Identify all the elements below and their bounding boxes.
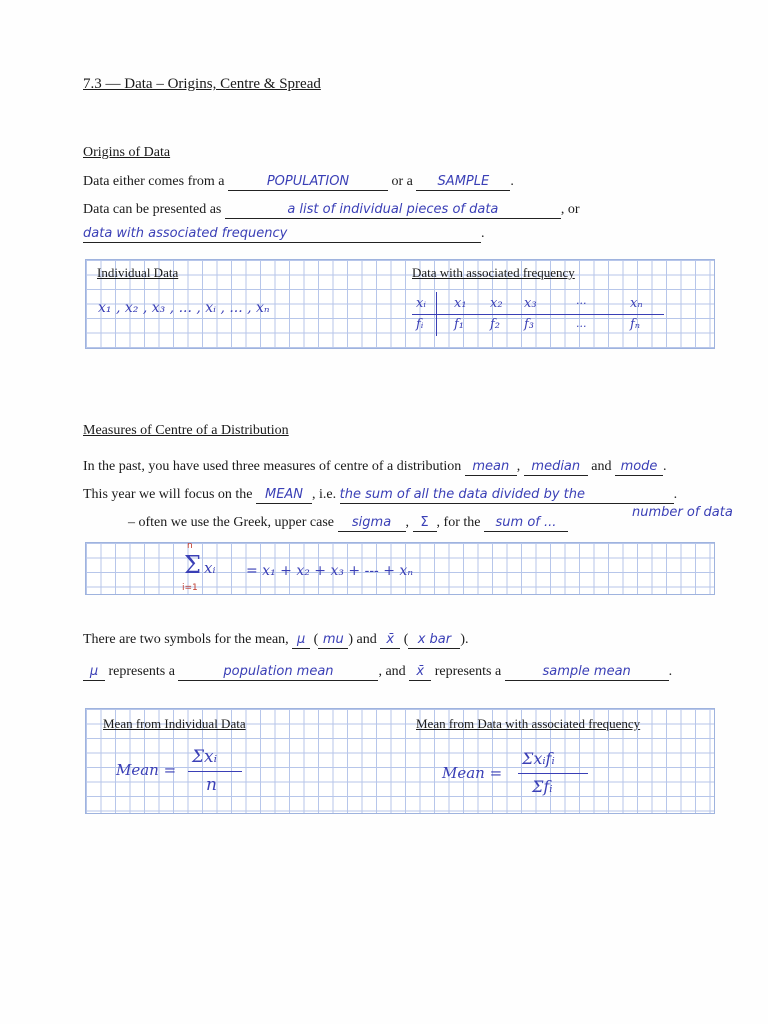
centre-line1-sep: ,	[516, 459, 521, 474]
freq-f-2: f₂	[490, 317, 501, 332]
graph-grid-1	[85, 259, 715, 349]
symbols-blank-xbar-2	[409, 664, 431, 681]
freq-f-5: fₙ	[630, 317, 641, 332]
handwritten-mu-2: μ	[89, 664, 99, 679]
freq-f-1: f₁	[454, 317, 465, 332]
symbols-blank-mu-2	[83, 664, 105, 681]
symbols-blank-sample-mean	[505, 664, 669, 681]
handwritten-mean: mean	[472, 459, 510, 474]
sigma-term: xᵢ	[204, 559, 216, 577]
handwritten-population: POPULATION	[266, 174, 350, 189]
frequency-table-hline	[412, 314, 664, 315]
handwritten-sample-mean: sample mean	[542, 664, 631, 679]
right-mean-lhs: Mean =	[442, 764, 503, 782]
symbols-line2-b: represents a	[434, 664, 502, 679]
grid1-right-label: Data with associated frequency	[412, 265, 575, 280]
freq-x-4: ...	[576, 294, 587, 307]
right-mean-numerator: Σxᵢfᵢ	[522, 749, 555, 768]
left-mean-numerator: Σxᵢ	[192, 747, 218, 767]
handwritten-mu-name: mu	[322, 632, 344, 647]
left-mean-lhs: Mean =	[116, 761, 177, 779]
handwritten-sum-of: sum of ...	[495, 515, 557, 530]
centre-line2-end: .	[673, 487, 678, 502]
symbols-blank-population-mean	[178, 664, 378, 681]
handwritten-xbar: x̄	[386, 632, 395, 647]
freq-x-5: xₙ	[630, 296, 643, 311]
origins-blank-sample	[416, 174, 510, 191]
frequency-table-vline	[436, 292, 437, 336]
handwritten-mean-caps: MEAN	[264, 487, 304, 502]
page-title: 7.3 — Data – Origins, Centre & Spread	[83, 76, 321, 92]
symbols-blank-mu-name	[318, 632, 348, 649]
left-fraction-bar	[188, 771, 242, 772]
symbols-line2	[83, 664, 672, 681]
handwritten-number-of-data: number of data	[632, 505, 733, 520]
grid3-right-label: Mean from Data with associated frequency	[416, 716, 641, 731]
left-mean-denominator: n	[206, 775, 217, 795]
sigma-expansion: = x₁ + x₂ + x₃ + --- + xₙ	[246, 563, 413, 579]
centre-line1-prefix: In the past, you have used three measures of centre of a distribution	[83, 459, 462, 474]
freq-f-3: f₃	[524, 317, 535, 332]
sigma-lower-limit: i=1	[182, 583, 198, 593]
handwritten-definition: the sum of all the data divided by the	[339, 487, 585, 502]
origins-line1-prefix: Data either comes from a	[83, 174, 225, 189]
centre-blank-median	[524, 459, 588, 476]
freq-x-2: x₂	[490, 296, 503, 311]
symbols-line2-and: , and	[378, 664, 406, 679]
centre-line3-comma: ,	[405, 515, 410, 530]
handwritten-xbar-name: x bar	[417, 632, 452, 647]
centre-blank-sigma-symbol	[413, 515, 437, 532]
symbols-open1: (	[313, 632, 319, 647]
centre-line3	[128, 515, 568, 532]
symbols-blank-xbar-name	[408, 632, 460, 649]
origins-blank-list	[225, 202, 561, 219]
centre-line3-mid: , for the	[436, 515, 481, 530]
handwritten-median: median	[531, 459, 581, 474]
centre-blank-mode	[615, 459, 663, 476]
centre-blank-sigma	[338, 515, 406, 532]
frequency-table	[412, 296, 666, 336]
handwritten-sigma-symbol: Σ	[420, 515, 429, 530]
freq-x-1: x₁	[454, 296, 467, 311]
symbols-line2-a: represents a	[108, 664, 175, 679]
centre-line2-mid: , i.e.	[312, 487, 337, 502]
origins-line3	[83, 226, 485, 243]
origins-heading: Origins of Data	[83, 145, 171, 160]
centre-line3-prefix: – often we use the Greek, upper case	[128, 515, 335, 530]
handwritten-mode: mode	[620, 459, 658, 474]
origins-line2	[83, 202, 580, 219]
handwritten-sigma: sigma	[351, 515, 392, 530]
origins-line1	[83, 174, 514, 191]
centre-blank-definition	[340, 487, 674, 504]
centre-blank-mean	[465, 459, 517, 476]
freq-f-4: ...	[576, 317, 587, 330]
right-mean-denominator: Σfᵢ	[532, 777, 553, 796]
origins-line2-mid: , or	[560, 202, 580, 217]
graph-grid-2	[85, 542, 715, 595]
symbols-line1-prefix: There are two symbols for the mean,	[83, 632, 289, 647]
symbols-line1	[83, 632, 469, 649]
handwritten-xbar-2: x̄	[416, 664, 425, 679]
centre-blank-mean-caps	[256, 487, 312, 504]
centre-line1-and: and	[591, 459, 612, 474]
symbols-close2: ).	[460, 632, 469, 647]
symbols-blank-mu	[292, 632, 310, 649]
centre-line1	[83, 459, 667, 476]
symbols-blank-xbar	[380, 632, 400, 649]
origins-blank-frequency	[83, 226, 481, 243]
handwritten-frequency: data with associated frequency	[83, 226, 288, 241]
right-fraction-bar	[518, 773, 588, 774]
freq-x-3: x₃	[524, 296, 537, 311]
centre-blank-sum-of	[484, 515, 568, 532]
graph-grid-3	[85, 708, 715, 814]
grid3-left-label: Mean from Individual Data	[103, 716, 246, 731]
handwritten-population-mean: population mean	[223, 664, 334, 679]
freq-x-0: xᵢ	[416, 296, 426, 311]
symbols-line2-end: .	[668, 664, 673, 679]
symbols-close1: ) and	[348, 632, 377, 647]
origins-line2-prefix: Data can be presented as	[83, 202, 222, 217]
centre-heading: Measures of Centre of a Distribution	[83, 423, 289, 438]
individual-data-list: x₁ , x₂ , x₃ , ... , xᵢ , ... , xₙ	[98, 300, 270, 316]
origins-line1-end: .	[510, 174, 514, 189]
origins-line3-end: .	[481, 226, 485, 241]
handwritten-mu: μ	[297, 632, 306, 647]
handwritten-list: a list of individual pieces of data	[287, 202, 499, 217]
sigma-upper-limit: n	[187, 541, 193, 551]
centre-line2	[83, 487, 677, 504]
centre-line1-end: .	[663, 459, 667, 474]
grid1-left-label: Individual Data	[97, 265, 179, 280]
freq-f-0: fᵢ	[416, 317, 424, 332]
origins-line1-mid: or a	[391, 174, 413, 189]
handwritten-sample: SAMPLE	[437, 174, 490, 189]
origins-blank-population	[228, 174, 388, 191]
sigma-symbol: Σ	[184, 551, 201, 579]
centre-line2-prefix: This year we will focus on the	[83, 487, 253, 502]
symbols-open2: (	[403, 632, 409, 647]
